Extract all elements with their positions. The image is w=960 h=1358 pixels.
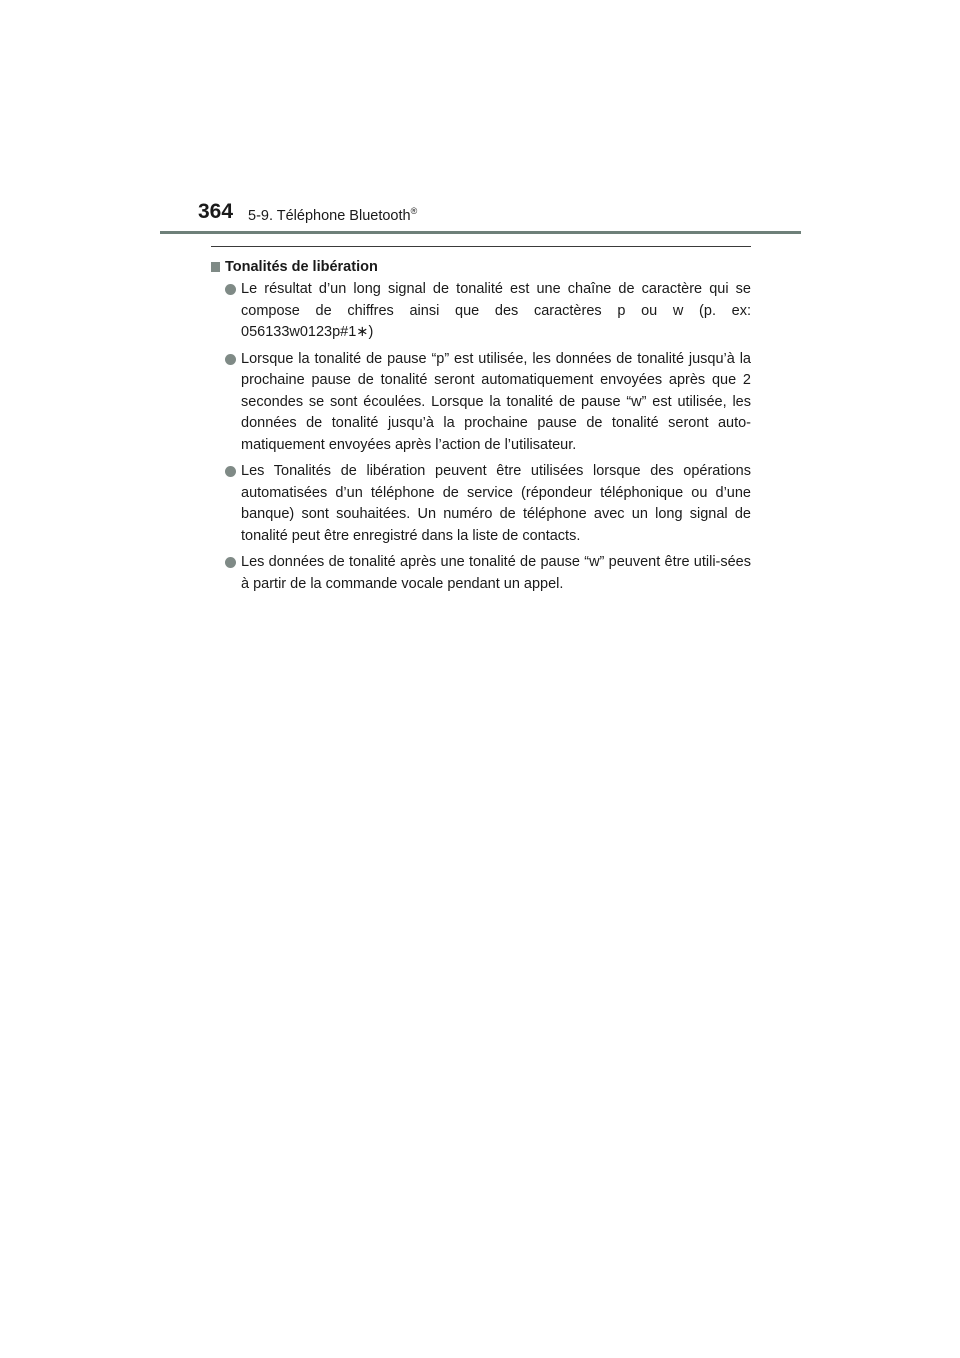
section-content: [211, 256, 751, 600]
circle-bullet-icon: [225, 557, 236, 568]
list-item-text: Lorsque la tonalité de pause “p” est utilisée, les données de tonalité jusqu’à la prochaine pause de tonalité seront automatiquement envoyées après que 2 secondes se sont écoulées. Lorsque la tonalité de pause “w” est utilisée, les données de tonalité jusqu’à la prochaine pause de tonalité seront auto-matiquement envoyées après l’action de l’utilisateur.: [241, 350, 751, 453]
list-item: [211, 552, 751, 595]
circle-bullet-icon: [225, 284, 236, 295]
list-item: [211, 461, 751, 547]
list-item-text: Les Tonalités de libération peuvent être utilisées lorsque des opérations automatisées d’un téléphone de service (répondeur téléphonique ou d’une banque) sont souhaitées. Un numéro de téléphone avec un long signal de tonalité peut être enregistré dans la liste de contacts.: [241, 463, 751, 544]
header-rule: [160, 231, 801, 234]
list-item: [211, 279, 751, 344]
circle-bullet-icon: [225, 354, 236, 365]
list-item-text: Le résultat d’un long signal de tonalité est une chaîne de caractère qui se compose de chiffres ainsi que des caractères p ou w (p. ex: 056133w0123p#1∗): [241, 281, 751, 340]
section-heading: [211, 256, 751, 278]
section-heading-text: Tonalités de libération: [225, 259, 378, 275]
registered-mark: ®: [410, 206, 418, 216]
list-item-text: Les données de tonalité après une tonalité de pause “w” peuvent être utili-sées à partir de la commande vocale pendant un appel.: [241, 554, 751, 592]
section-title: [248, 207, 417, 225]
section-divider: [211, 246, 751, 247]
section-title-text: 5-9. Téléphone Bluetooth: [248, 208, 411, 224]
square-bullet-icon: [211, 262, 220, 272]
circle-bullet-icon: [225, 466, 236, 477]
page-number: 364: [198, 200, 234, 223]
list-item: [211, 349, 751, 457]
